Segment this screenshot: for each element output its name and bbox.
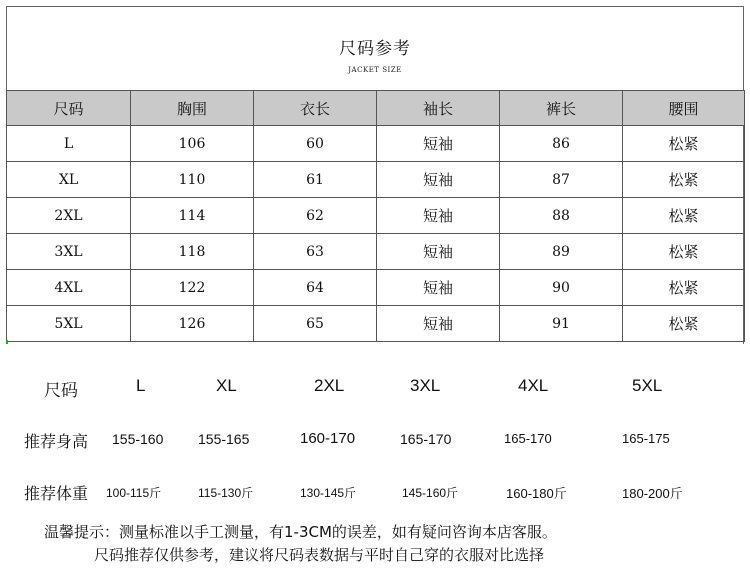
height-value: 155-160 xyxy=(112,431,164,447)
table-cell: 110 xyxy=(131,162,254,198)
table-cell: L xyxy=(7,126,131,162)
table-cell: 62 xyxy=(254,198,377,234)
recommended-height-row xyxy=(6,429,744,457)
table-cell: 松紧 xyxy=(623,198,745,234)
table-cell: 106 xyxy=(131,126,254,162)
table-cell: 4XL xyxy=(7,270,131,306)
table-cell: 2XL xyxy=(7,198,131,234)
recommended-weight-row xyxy=(6,481,744,509)
table-cell: 5XL xyxy=(7,306,131,342)
table-cell: 87 xyxy=(500,162,623,198)
column-header: 衣长 xyxy=(254,91,377,126)
table-row xyxy=(7,162,745,198)
size-value: L xyxy=(136,376,146,395)
weight-value: 115-130斤 xyxy=(198,486,254,500)
size-table-header-row xyxy=(7,91,745,126)
size-value: XL xyxy=(216,376,237,395)
table-cell: 65 xyxy=(254,306,377,342)
size-value: 5XL xyxy=(632,376,663,395)
table-cell: 短袖 xyxy=(377,306,500,342)
size-table xyxy=(6,90,745,342)
column-header: 尺码 xyxy=(7,91,131,126)
table-cell: 短袖 xyxy=(377,198,500,234)
note-line-2: 尺码推荐仅供参考，建议将尺码表数据与平时自己穿的衣服对比选择 xyxy=(94,546,545,564)
height-value: 160-170 xyxy=(300,430,356,447)
table-row xyxy=(7,198,745,234)
size-value: 4XL xyxy=(518,376,549,395)
height-value: 165-170 xyxy=(504,431,552,446)
table-cell: 短袖 xyxy=(377,234,500,270)
row-label: 尺码 xyxy=(44,381,78,400)
table-cell: 91 xyxy=(500,306,623,342)
table-cell: 122 xyxy=(131,270,254,306)
table-cell: 松紧 xyxy=(623,306,745,342)
table-cell: 60 xyxy=(254,126,377,162)
weight-value: 145-160斤 xyxy=(402,486,459,500)
column-header: 胸围 xyxy=(131,91,254,126)
table-row xyxy=(7,234,745,270)
table-cell: 90 xyxy=(500,270,623,306)
table-cell: 短袖 xyxy=(377,270,500,306)
note-line-1: 温馨提示：测量标准以手工测量，有1-3CM的误差，如有疑问咨询本店客服。 xyxy=(44,523,557,541)
table-row xyxy=(7,270,745,306)
title-block xyxy=(6,6,744,90)
size-recommendation xyxy=(6,344,744,582)
height-value: 165-170 xyxy=(400,431,452,447)
weight-value: 180-200斤 xyxy=(622,486,683,501)
table-cell: 3XL xyxy=(7,234,131,270)
weight-value: 160-180斤 xyxy=(506,486,567,501)
table-cell: 118 xyxy=(131,234,254,270)
row-label: 推荐体重 xyxy=(24,486,89,503)
table-cell: 松紧 xyxy=(623,270,745,306)
table-cell: 松紧 xyxy=(623,126,745,162)
table-row xyxy=(7,126,745,162)
column-header: 腰围 xyxy=(623,91,745,126)
table-cell: 64 xyxy=(254,270,377,306)
table-cell: 88 xyxy=(500,198,623,234)
height-value: 155-165 xyxy=(198,431,250,447)
column-header: 袖长 xyxy=(377,91,500,126)
page-subtitle: JACKET SIZE xyxy=(348,66,402,74)
marker-dot xyxy=(6,340,8,344)
recommended-size-row xyxy=(6,376,744,404)
table-row xyxy=(7,306,745,342)
row-label: 推荐身高 xyxy=(24,434,89,451)
table-cell: 松紧 xyxy=(623,162,745,198)
weight-value: 130-145斤 xyxy=(300,486,357,500)
table-cell: 89 xyxy=(500,234,623,270)
column-header: 裤长 xyxy=(500,91,623,126)
table-cell: XL xyxy=(7,162,131,198)
height-value: 165-175 xyxy=(622,431,670,446)
size-value: 2XL xyxy=(314,376,345,395)
table-cell: 63 xyxy=(254,234,377,270)
table-cell: 126 xyxy=(131,306,254,342)
table-cell: 短袖 xyxy=(377,126,500,162)
table-cell: 短袖 xyxy=(377,162,500,198)
table-cell: 61 xyxy=(254,162,377,198)
table-cell: 松紧 xyxy=(623,234,745,270)
weight-value: 100-115斤 xyxy=(106,486,162,500)
table-cell: 86 xyxy=(500,126,623,162)
page-title: 尺码参考 xyxy=(339,39,411,59)
table-cell: 114 xyxy=(131,198,254,234)
size-value: 3XL xyxy=(410,376,441,395)
